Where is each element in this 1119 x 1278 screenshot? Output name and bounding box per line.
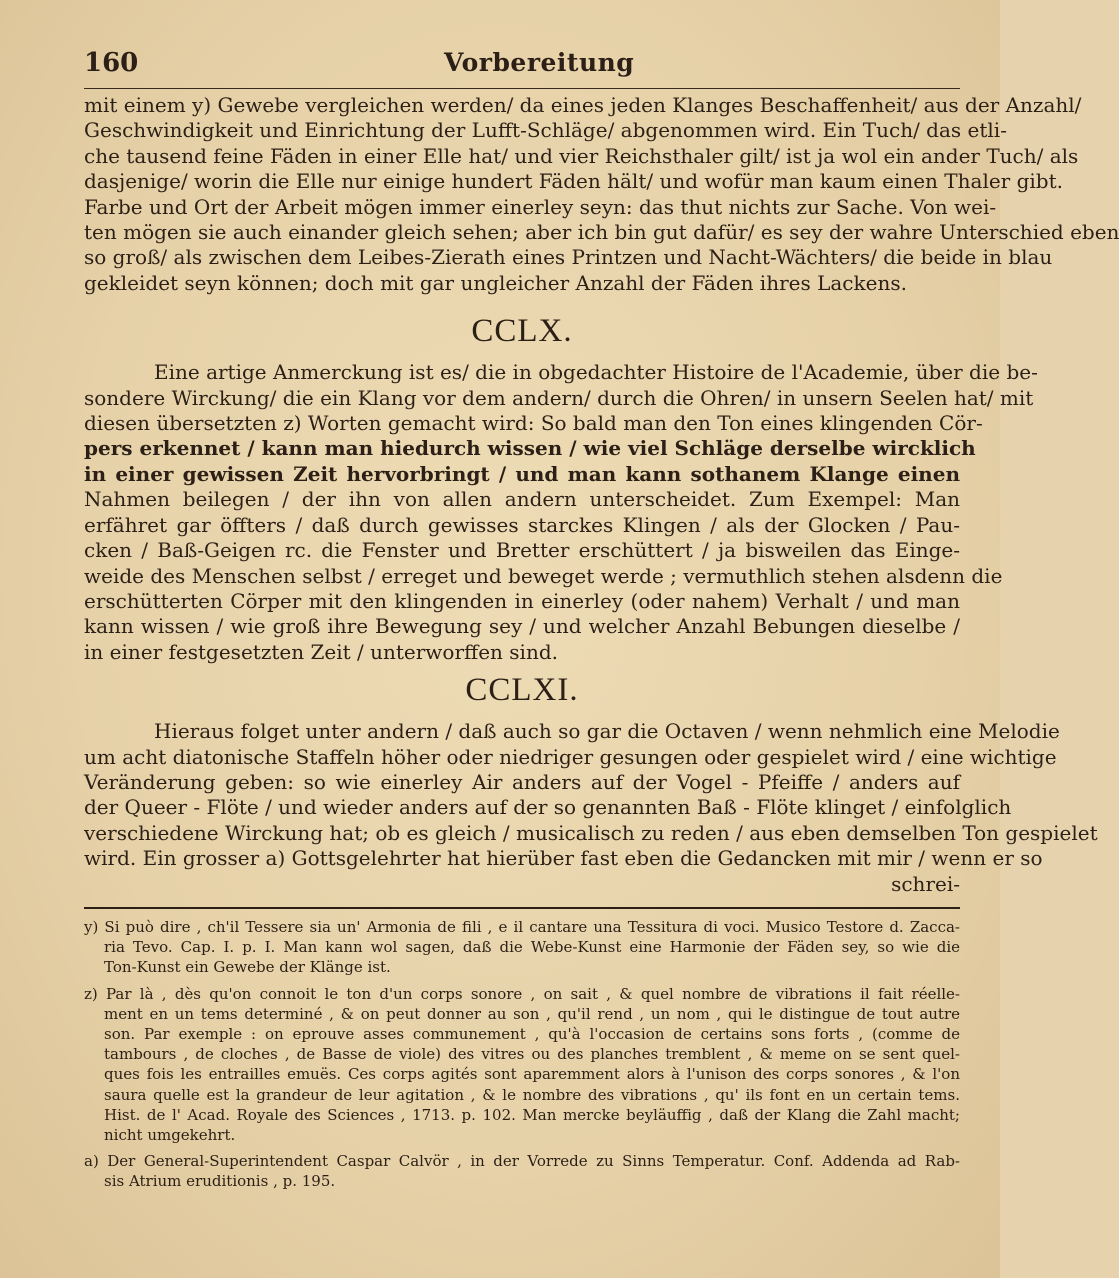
text-line: Veränderung geben: so wie einerley Air anders auf der Vogel - Pfeiffe / anders auf: [84, 769, 960, 794]
text-line: in einer festgesetzten Zeit / unterworffen sind.: [84, 639, 558, 664]
text-line: mit einem y) Gewebe vergleichen werden/ da eines jeden Klanges Beschaffenheit/ aus der Anzahl/: [84, 93, 1082, 117]
paragraph-block-2: [84, 360, 1038, 665]
text-line: wird. Ein grosser a) Gottsgelehrter hat hierüber fast eben die Gedancken mit mir / wenn er so: [84, 846, 1043, 871]
page-header: [84, 48, 960, 89]
page-number: 160: [84, 48, 139, 78]
text-line: erfähret gar öffters / daß durch gewisses starckes Klingen / als der Glocken / Pau-: [84, 512, 960, 537]
text-line: pers erkennet / kann man hiedurch wissen / wie viel Schläge derselbe wircklich: [84, 436, 976, 461]
text-line: der Queer - Flöte / und wieder anders auf der so genannten Baß - Flöte klinget / einfolglich: [84, 795, 1012, 820]
footnote-line: Hist. de l' Acad. Royale des Sciences , 1713. p. 102. Man mercke beyläuffig , daß der Klang die Zahl macht;: [104, 1105, 960, 1124]
footnote-line: ria Tevo. Cap. I. p. I. Man kann wol sagen, daß die Webe-Kunst eine Harmonie der Fäden sey, so wie die: [104, 938, 960, 957]
text-line: cken / Baß-Geigen rc. die Fenster und Bretter erschüttert / ja bisweilen das Einge-: [84, 538, 960, 563]
text-line: sondere Wirckung/ die ein Klang vor dem andern/ durch die Ohren/ in unsern Seelen hat/ mit: [84, 385, 1034, 410]
catchword: schrei-: [891, 871, 960, 896]
footnote-line: son. Par exemple : on eprouve asses communement , qu'à l'occasion de certains sons forts , (comme de: [104, 1024, 960, 1043]
footnote-line: nicht umgekehrt.: [104, 1126, 236, 1144]
running-head: Vorbereitung: [444, 48, 635, 77]
section-heading-cclxi: CCLXI.: [465, 672, 579, 709]
footnote-line: a) Der General-Superintendent Caspar Calvör , in der Vorrede zu Sinns Temperatur. Conf. Addenda ad Rab-: [84, 1152, 960, 1171]
footnote-line: sis Atrium eruditionis , p. 195.: [104, 1172, 336, 1191]
text-line: erschütterten Cörper mit den klingenden in einerley (oder nahem) Verhalt / und man: [84, 588, 960, 613]
text-line: Hieraus folget unter andern / daß auch so gar die Octaven / wenn nehmlich eine Melodie: [154, 719, 1060, 744]
footnote-line: saura quelle est la grandeur de leur agitation , & le nombre des vibrations , qu' ils font en un certain tems.: [104, 1085, 960, 1104]
footnote-line: z) Par là , dès qu'on connoit le ton d'un corps sonore , on sait , & quel nombre de vibrations il fait réelle-: [84, 984, 960, 1003]
section-heading-cclx: CCLX.: [471, 313, 573, 350]
text-line: Geschwindigkeit und Einrichtung der Lufft-Schläge/ abgenommen wird. Ein Tuch/ das etli-: [84, 118, 1007, 143]
text-line: kann wissen / wie groß ihre Bewegung sey / und welcher Anzahl Bebungen dieselbe /: [84, 614, 960, 639]
text-line: Farbe und Ort der Arbeit mögen immer einerley seyn: das thut nichts zur Sache. Von wei-: [84, 194, 997, 219]
footnote-a: [84, 1151, 960, 1191]
text-line: diesen übersetzten z) Worten gemacht wird: So bald man den Ton eines klingenden Cör-: [84, 411, 983, 436]
paragraph-block-3: [84, 719, 1098, 897]
text-line: so groß/ als zwischen dem Leibes-Zierath eines Printzen und Nacht-Wächters/ die beide in blau: [84, 245, 1053, 270]
text-line: verschiedene Wirckung hat; ob es gleich / musicalisch zu reden / aus eben demselben Ton gespielet: [84, 820, 1098, 845]
text-line: Eine artige Anmerckung ist es/ die in obgedachter Histoire de l'Academie, über die be-: [154, 360, 1038, 385]
footnote-line: tambours , de cloches , de Basse de viole) des vitres ou des planches tremblent , & meme on se sent quel-: [104, 1045, 960, 1064]
text-line: che tausend feine Fäden in einer Elle hat/ und vier Reichsthaler gilt/ ist ja wol ein ander Tuch/ als: [84, 143, 1079, 168]
text-line: in einer gewissen Zeit hervorbringt / und man kann sothanem Klange einen: [84, 461, 960, 486]
text-line: dasjenige/ worin die Elle nur einige hundert Fäden hält/ und wofür man kaum einen Thaler gibt.: [84, 169, 1063, 194]
footnote-line: y) Si può dire , ch'il Tessere sia un' Armonia de fili , e il cantare una Tessitura di voci. Musico Testore d. Zacca-: [84, 917, 960, 936]
text-line: ten mögen sie auch einander gleich sehen; aber ich bin gut dafür/ es sey der wahre Unterschied eben: [84, 220, 1119, 245]
footnote-y: [84, 917, 960, 978]
footnote-line: Ton-Kunst ein Gewebe der Klänge ist.: [104, 958, 391, 977]
footnote-divider: [84, 907, 960, 909]
text-line: Nahmen beilegen / der ihn von allen andern unterscheidet. Zum Exempel: Man: [84, 487, 960, 512]
text-line: gekleidet seyn können; doch mit gar ungleicher Anzahl der Fäden ihres Lackens.: [84, 270, 907, 295]
footnote-line: ment en un tems determiné , & on peut donner au son , qu'il rend , un nom , qui le distingue de tout autre: [104, 1004, 960, 1023]
footnote-z: [84, 984, 960, 1146]
text-line: weide des Menschen selbst / erreget und beweget werde ; vermuthlich stehen alsdenn die: [84, 563, 1003, 588]
text-line: um acht diatonische Staffeln höher oder niedriger gesungen oder gespielet wird / eine wichtige: [84, 744, 1057, 769]
paragraph-block-1: [84, 93, 1119, 296]
footnotes: [84, 917, 960, 1192]
footnote-line: ques fois les entrailles emuës. Ces corps agités sont aparemment alors à l'unison des corps sonores , & l'on: [104, 1065, 960, 1084]
